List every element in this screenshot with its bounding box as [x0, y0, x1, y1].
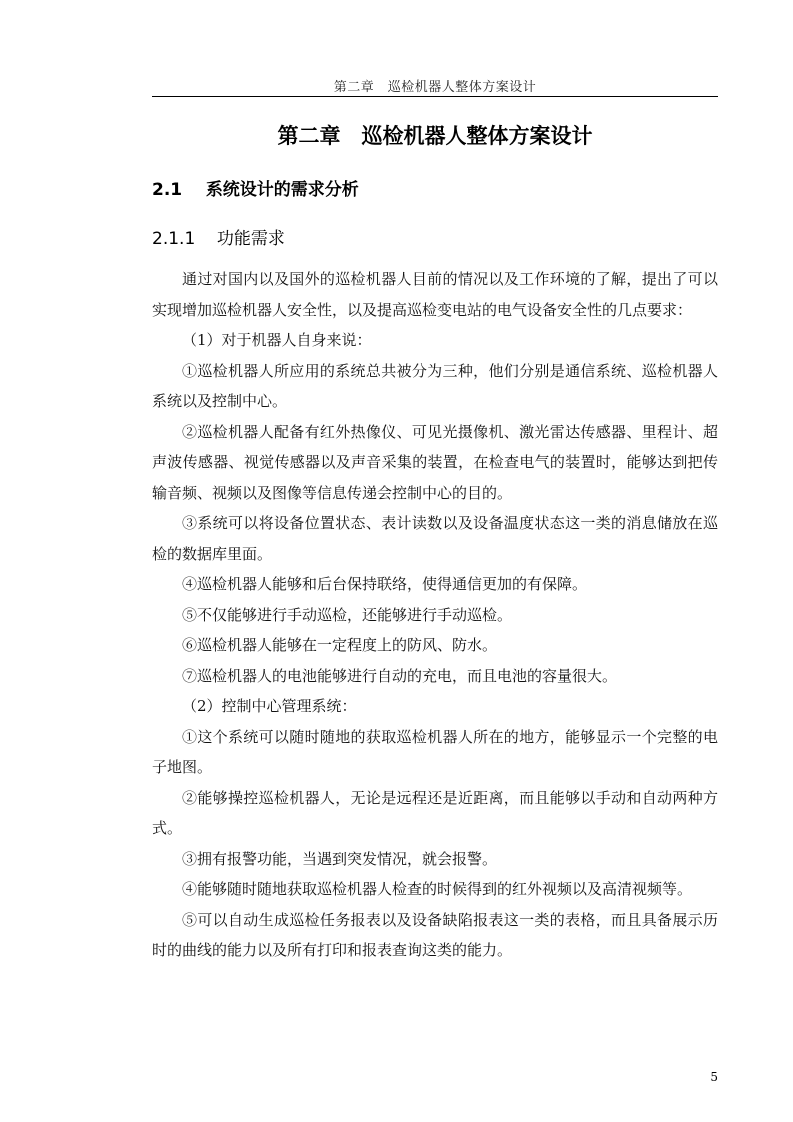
- section-title: 系统设计的需求分析: [205, 180, 359, 200]
- paragraph: ⑥巡检机器人能够在一定程度上的防风、防水。: [182, 636, 498, 654]
- running-header: 第二章 巡检机器人整体方案设计: [333, 80, 537, 95]
- section-number: 2.1: [152, 180, 183, 200]
- subsection-heading: [152, 224, 285, 249]
- paragraph: ②能够操控巡检机器人，无论是远程还是近距离，而且能够以手动和自动两种方式。: [152, 788, 718, 837]
- paragraph: ①巡检机器人所应用的系统总共被分为三种，他们分别是通信系统、巡检机器人系统以及控制中心。: [152, 361, 718, 410]
- subsection-title: 功能需求: [216, 229, 285, 249]
- paragraph: ⑤不仅能够进行手动巡检，还能够进行手动巡检。: [182, 605, 513, 624]
- section-heading: [152, 175, 359, 200]
- subsection-number: 2.1.1: [152, 229, 196, 249]
- paragraph: （2）控制中心管理系统：: [182, 697, 357, 715]
- paragraph: ③系统可以将设备位置状态、表计读数以及设备温度状态这一类的消息储放在巡检的数据库里面。: [152, 514, 718, 563]
- paragraph: 通过对国内以及国外的巡检机器人目前的情况以及工作环境的了解，提出了可以实现增加巡检机器人安全性，以及提高巡检变电站的电气设备安全性的几点要求：: [152, 270, 718, 319]
- paragraph: ⑦巡检机器人的电池能够进行自动的充电，而且电池的容量很大。: [182, 666, 618, 685]
- paragraph: ④巡检机器人能够和后台保持联络，使得通信更加的有保障。: [182, 575, 588, 593]
- page-number: 5: [710, 1070, 718, 1084]
- body-text: [152, 264, 718, 966]
- header-rule: [152, 96, 718, 97]
- paragraph: ④能够随时随地获取巡检机器人检查的时候得到的红外视频以及高清视频等。: [182, 880, 693, 898]
- paragraph: ①这个系统可以随时随地的获取巡检机器人所在的地方，能够显示一个完整的电子地图。: [152, 727, 718, 776]
- paragraph: ⑤可以自动生成巡检任务报表以及设备缺陷报表这一类的表格，而且具备展示历时的曲线的能力以及所有打印和报表查询这类的能力。: [152, 910, 718, 959]
- paragraph: ②巡检机器人配备有红外热像仪、可见光摄像机、激光雷达传感器、里程计、超声波传感器、视觉传感器以及声音采集的装置，在检查电气的装置时，能够达到把传输音频、视频以及图像等信息传递会控制中心的目的。: [152, 422, 718, 502]
- paragraph: （1）对于机器人自身来说：: [182, 331, 372, 349]
- paragraph: ③拥有报警功能，当遇到突发情况，就会报警。: [182, 849, 498, 868]
- chapter-title: 第二章 巡检机器人整体方案设计: [277, 124, 593, 148]
